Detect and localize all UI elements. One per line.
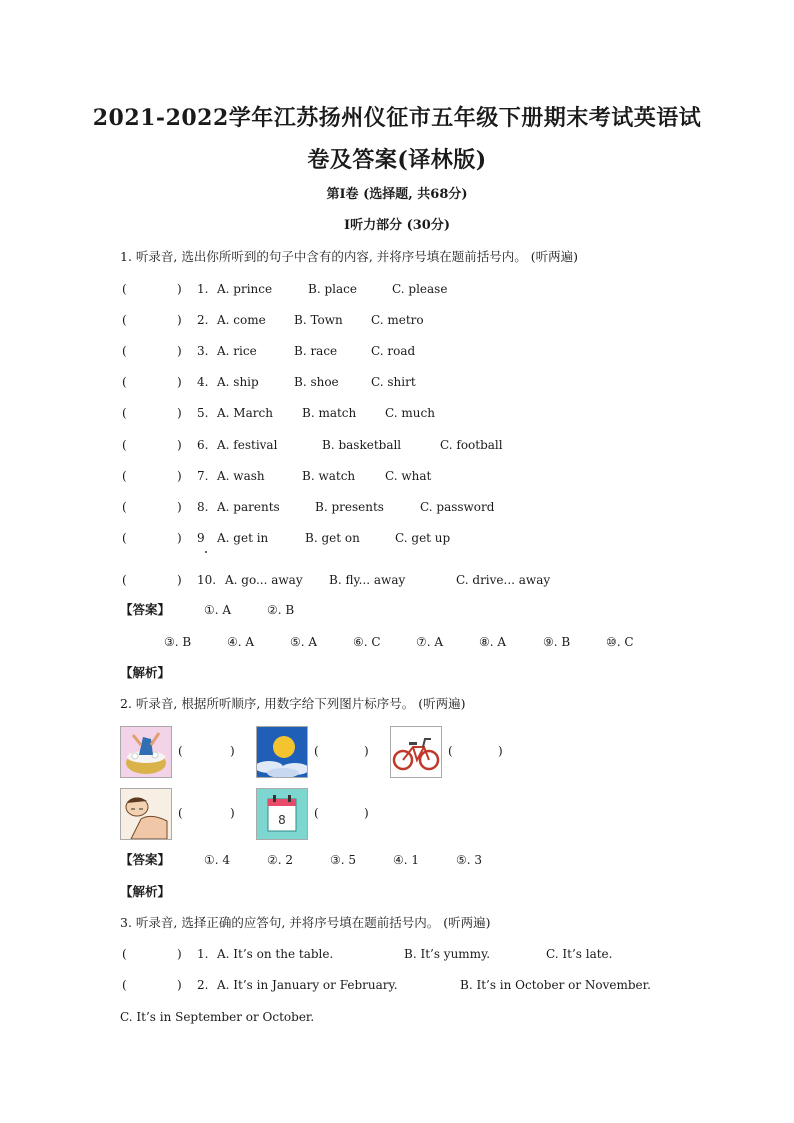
q1-paren-open: ( xyxy=(122,469,127,483)
title-line-1: 2021-2022学年江苏扬州仪征市五年级下册期末考试英语试 xyxy=(92,105,702,131)
q3-1-option-a: A. It’s on the table. xyxy=(217,947,334,961)
q1-option-a: A. March xyxy=(217,406,273,420)
q1-paren-close: ) xyxy=(177,438,182,452)
q1-item-number: 10. xyxy=(197,573,217,587)
q1-option-b: B. fly... away xyxy=(329,573,406,587)
q1-paren-open: ( xyxy=(122,573,127,587)
q3-1-paren-close: ) xyxy=(177,947,182,961)
q1-option-c: C. password xyxy=(420,500,495,514)
laundry-tub-picture xyxy=(120,726,172,778)
q2-answer-1: ①. 4 xyxy=(204,853,231,867)
q1-option-a: A. get in xyxy=(217,531,269,545)
q1-item-2 xyxy=(122,311,642,329)
q1-paren-open: ( xyxy=(122,282,127,296)
q3-2-number: 2. xyxy=(197,978,209,992)
q3-instruction: 3. 听录音, 选择正确的应答句, 并将序号填在题前括号内。 (听两遍) xyxy=(120,915,491,930)
q1-paren-open: ( xyxy=(122,406,127,420)
q1-item-number: 3. xyxy=(197,344,209,358)
q1-option-a: A. ship xyxy=(217,375,259,389)
calendar-date: 8 xyxy=(278,813,286,827)
q1-option-a: A. wash xyxy=(217,469,265,483)
pic5-paren-open: ( xyxy=(314,806,319,820)
q3-1-option-b: B. It’s yummy. xyxy=(404,947,491,961)
laundry-icon xyxy=(121,727,171,777)
q1-paren-close: ) xyxy=(177,500,182,514)
q1-paren-close: ) xyxy=(177,531,182,545)
q1-answer-2: ②. B xyxy=(267,603,295,617)
q3-2-option-b: B. It’s in October or November. xyxy=(460,978,651,992)
q1-item-number: 1. xyxy=(197,282,209,296)
q1-paren-close: ) xyxy=(177,282,182,296)
q1-option-a: A. prince xyxy=(217,282,273,296)
calendar-icon xyxy=(257,789,307,839)
q1-option-a: A. go... away xyxy=(225,573,303,587)
q1-option-a: A. rice xyxy=(217,344,257,358)
q1-paren-open: ( xyxy=(122,438,127,452)
q3-1-option-c: C. It’s late. xyxy=(546,947,613,961)
title-line-2: 卷及答案(译林版) xyxy=(307,147,487,173)
q1-item-number: 8. xyxy=(197,500,209,514)
q2-analysis-label: 【解析】 xyxy=(120,884,171,899)
q3-item-1 xyxy=(122,945,682,963)
pic4-paren-close: ) xyxy=(230,806,235,820)
q1-item-4 xyxy=(122,373,642,391)
q1-option-b: B. shoe xyxy=(294,375,339,389)
part-heading: I听力部分 (30分) xyxy=(344,218,450,233)
q2-answer-2: ②. 2 xyxy=(267,853,294,867)
bicycle-picture xyxy=(390,726,442,778)
q1-item-9 xyxy=(122,529,642,547)
q3-2-option-a: A. It’s in January or February. xyxy=(217,978,398,992)
q2-answer-4: ④. 1 xyxy=(393,853,420,867)
q1-item-5 xyxy=(122,404,642,422)
q1-item-number: 9 xyxy=(197,531,205,545)
q1-item-3 xyxy=(122,342,642,360)
q1-item-number: 4. xyxy=(197,375,209,389)
q1-paren-open: ( xyxy=(122,531,127,545)
moon-icon xyxy=(257,727,307,777)
q1-option-c: C. road xyxy=(371,344,416,358)
sleeping-boy-picture xyxy=(120,788,172,840)
q1-paren-close: ) xyxy=(177,313,182,327)
q1-item-7 xyxy=(122,467,642,485)
q3-1-paren-open: ( xyxy=(122,947,127,961)
q1-option-b: B. watch xyxy=(302,469,356,483)
q1-option-a: A. come xyxy=(217,313,266,327)
q1-paren-open: ( xyxy=(122,344,127,358)
q1-option-b: B. Town xyxy=(294,313,343,327)
pic4-paren-open: ( xyxy=(178,806,183,820)
stray-dot xyxy=(205,551,207,553)
q1-item-1 xyxy=(122,280,642,298)
q1-answer-5: ⑤. A xyxy=(290,635,318,649)
q1-answer-1: ①. A xyxy=(204,603,232,617)
q1-option-b: B. basketball xyxy=(322,438,402,452)
q1-answer-4: ④. A xyxy=(227,635,255,649)
q1-option-a: A. festival xyxy=(217,438,278,452)
q2-instruction: 2. 听录音, 根据所听顺序, 用数字给下列图片标序号。 (听两遍) xyxy=(120,696,466,711)
q2-answer-5: ⑤. 3 xyxy=(456,853,483,867)
q1-paren-close: ) xyxy=(177,469,182,483)
q1-answer-3: ③. B xyxy=(164,635,192,649)
q1-option-c: C. drive... away xyxy=(456,573,551,587)
q1-option-a: A. parents xyxy=(217,500,280,514)
q1-paren-close: ) xyxy=(177,406,182,420)
pic5-paren-close: ) xyxy=(364,806,369,820)
bicycle-icon xyxy=(391,727,441,777)
q1-analysis-label: 【解析】 xyxy=(120,665,171,680)
pic1-paren-close: ) xyxy=(230,744,235,758)
q1-answer-9: ⑨. B xyxy=(543,635,571,649)
q1-option-b: B. get on xyxy=(305,531,360,545)
pic2-paren-open: ( xyxy=(314,744,319,758)
pic3-paren-close: ) xyxy=(498,744,503,758)
q1-item-number: 7. xyxy=(197,469,209,483)
moon-picture xyxy=(256,726,308,778)
q1-item-number: 6. xyxy=(197,438,209,452)
q1-paren-open: ( xyxy=(122,500,127,514)
q1-option-c: C. get up xyxy=(395,531,451,545)
q1-paren-close: ) xyxy=(177,344,182,358)
calendar-picture xyxy=(256,788,308,840)
q1-item-10 xyxy=(122,571,642,589)
q1-answer-label: 【答案】 xyxy=(120,602,171,617)
q1-option-b: B. presents xyxy=(315,500,384,514)
q2-answer-3: ③. 5 xyxy=(330,853,357,867)
q1-option-b: B. race xyxy=(294,344,338,358)
q1-instruction: 1. 听录音, 选出你所听到的句子中含有的内容, 并将序号填在题前括号内。 (听两遍) xyxy=(120,249,579,264)
q1-paren-close: ) xyxy=(177,573,182,587)
pic1-paren-open: ( xyxy=(178,744,183,758)
q1-paren-close: ) xyxy=(177,375,182,389)
pic2-paren-close: ) xyxy=(364,744,369,758)
q1-item-number: 5. xyxy=(197,406,209,420)
q1-paren-open: ( xyxy=(122,313,127,327)
q2-answer-label: 【答案】 xyxy=(120,852,171,867)
q3-2-paren-open: ( xyxy=(122,978,127,992)
q3-item-2 xyxy=(122,976,682,994)
q1-option-c: C. what xyxy=(385,469,432,483)
q3-2-paren-close: ) xyxy=(177,978,182,992)
pic3-paren-open: ( xyxy=(448,744,453,758)
q1-answer-10: ⑩. C xyxy=(606,635,634,649)
q1-answer-7: ⑦. A xyxy=(416,635,444,649)
q1-option-b: B. match xyxy=(302,406,357,420)
q1-option-c: C. shirt xyxy=(371,375,416,389)
q1-option-b: B. place xyxy=(308,282,357,296)
q1-paren-open: ( xyxy=(122,375,127,389)
q1-option-c: C. football xyxy=(440,438,503,452)
q3-2-option-c: C. It’s in September or October. xyxy=(120,1010,315,1024)
q1-option-c: C. much xyxy=(385,406,435,420)
sleeping-icon xyxy=(121,789,171,839)
q3-1-number: 1. xyxy=(197,947,209,961)
q1-answer-8: ⑧. A xyxy=(479,635,507,649)
q1-item-6 xyxy=(122,436,642,454)
volume-heading: 第I卷 (选择题, 共68分) xyxy=(326,187,468,202)
q1-item-number: 2. xyxy=(197,313,209,327)
q1-option-c: C. metro xyxy=(371,313,424,327)
q1-option-c: C. please xyxy=(392,282,448,296)
q1-item-8 xyxy=(122,498,642,516)
q1-answer-6: ⑥. C xyxy=(353,635,381,649)
